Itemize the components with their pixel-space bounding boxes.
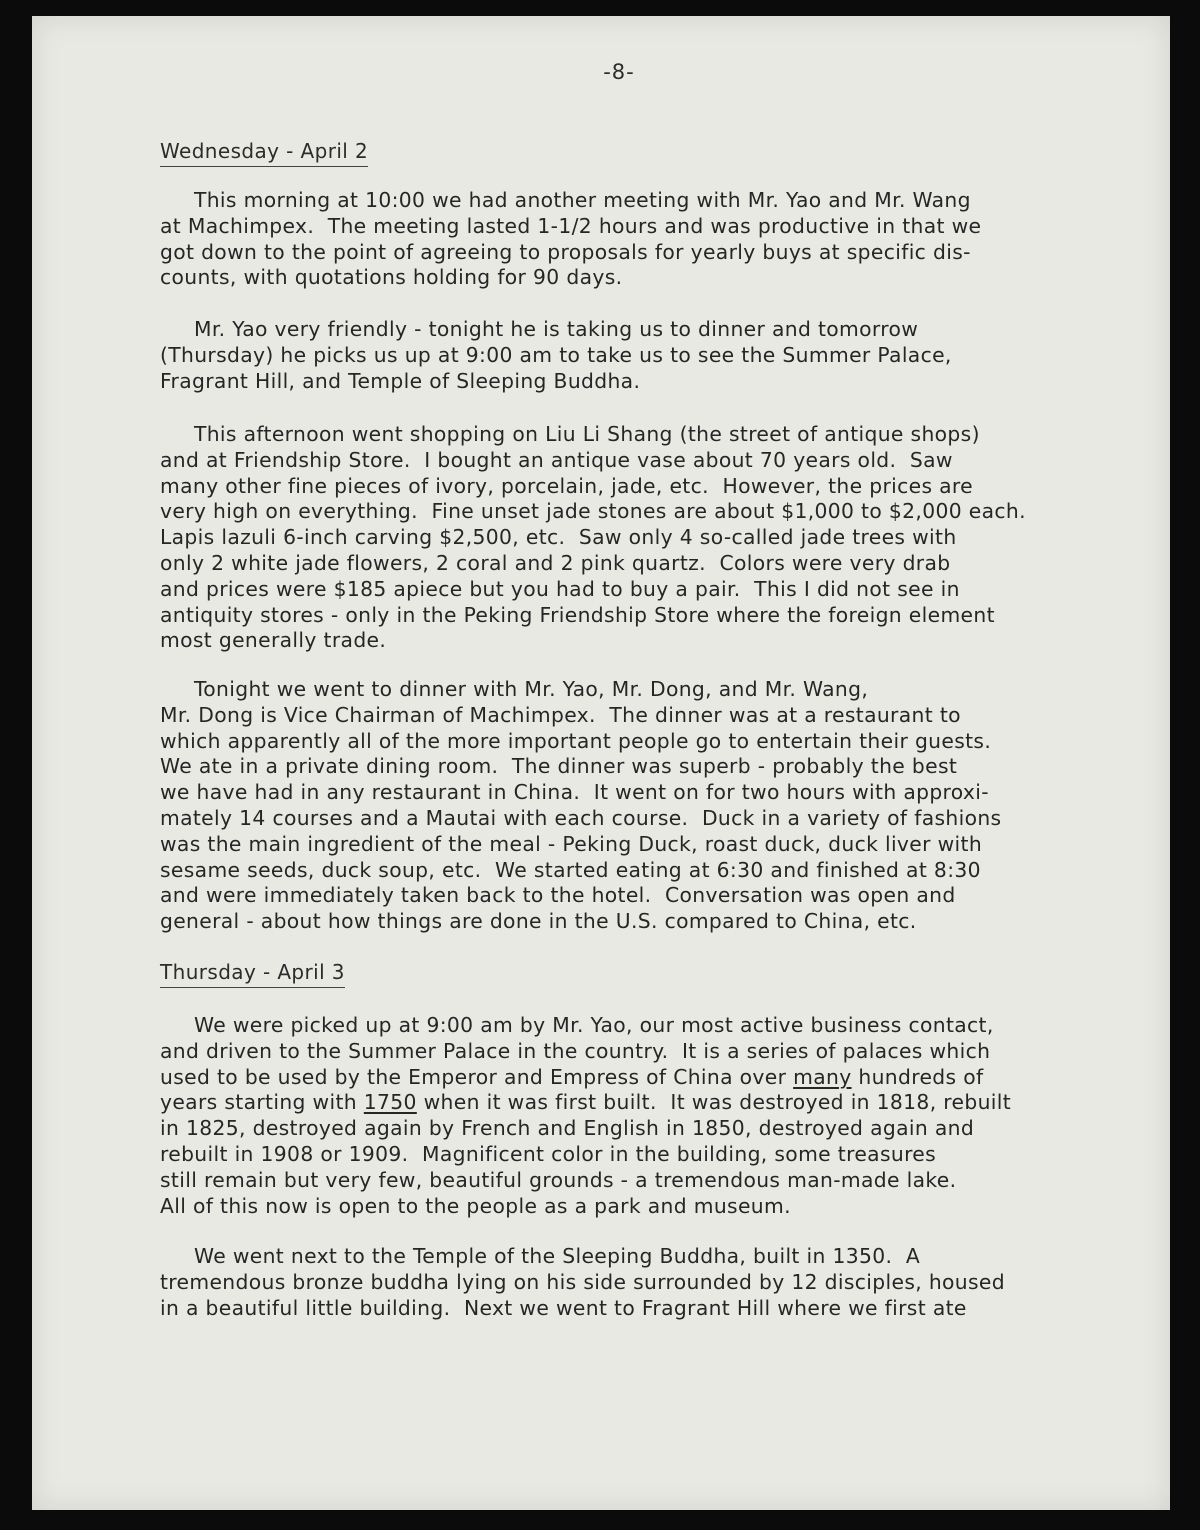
text-line: counts, with quotations holding for 90 days.	[160, 265, 623, 290]
text-line: used to be used by the Emperor and Empress of China over many hundreds of	[160, 1064, 984, 1089]
paragraph	[160, 422, 1026, 654]
text-line: rebuilt in 1908 or 1909. Magnificent color in the building, some treasures	[160, 1141, 937, 1166]
text-line: got down to the point of agreeing to proposals for yearly buys at specific dis-	[160, 239, 971, 264]
paragraph	[160, 188, 981, 291]
text-line: in a beautiful little building. Next we went to Fragrant Hill where we first ate	[160, 1295, 967, 1320]
text-line: we have had in any restaurant in China. It went on for two hours with approxi-	[160, 780, 989, 805]
section-heading-thursday: Thursday - April 3	[160, 960, 345, 988]
text-line: Mr. Yao very friendly - tonight he is taking us to dinner and tomorrow	[160, 317, 919, 341]
text-line: All of this now is open to the people as a park and museum.	[160, 1193, 791, 1218]
text-line: still remain but very few, beautiful grounds - a tremendous man-made lake.	[160, 1167, 957, 1192]
text-line: at Machimpex. The meeting lasted 1-1/2 hours and was productive in that we	[160, 213, 982, 238]
text-line: and driven to the Summer Palace in the country. It is a series of palaces which	[160, 1038, 991, 1063]
text-line: Fragrant Hill, and Temple of Sleeping Buddha.	[160, 368, 641, 393]
text-line: We went next to the Temple of the Sleeping Buddha, built in 1350. A	[160, 1244, 921, 1268]
text-line: only 2 white jade flowers, 2 coral and 2 pink quartz. Colors were very drab	[160, 550, 951, 575]
text-line: tremendous bronze buddha lying on his side surrounded by 12 disciples, housed	[160, 1269, 1005, 1294]
text-line: and at Friendship Store. I bought an antique vase about 70 years old. Saw	[160, 447, 953, 472]
text-line: Tonight we went to dinner with Mr. Yao, Mr. Dong, and Mr. Wang,	[160, 677, 869, 701]
section-heading-wednesday: Wednesday - April 2	[160, 139, 368, 167]
text-line: We were picked up at 9:00 am by Mr. Yao, our most active business contact,	[160, 1013, 994, 1037]
text-line: very high on everything. Fine unset jade stones are about $1,000 to $2,000 each.	[160, 499, 1026, 524]
text-line: in 1825, destroyed again by French and English in 1850, destroyed again and	[160, 1116, 975, 1141]
paragraph	[160, 677, 1001, 935]
underlined-word: 1750	[363, 1090, 417, 1115]
text-line: mately 14 courses and a Mautai with each course. Duck in a variety of fashions	[160, 805, 1002, 830]
text-line: This morning at 10:00 we had another meeting with Mr. Yao and Mr. Wang	[160, 188, 971, 212]
text-line: which apparently all of the more important people go to entertain their guests.	[160, 728, 992, 753]
paragraph	[160, 1244, 1005, 1321]
text-line: many other fine pieces of ivory, porcelain, jade, etc. However, the prices are	[160, 473, 974, 498]
text-line: and prices were $185 apiece but you had to buy a pair. This I did not see in	[160, 576, 960, 601]
text-line: was the main ingredient of the meal - Peking Duck, roast duck, duck liver with	[160, 831, 983, 856]
text-line: We ate in a private dining room. The dinner was superb - probably the best	[160, 754, 958, 779]
text-line: Lapis lazuli 6-inch carving $2,500, etc. Saw only 4 so-called jade trees with	[160, 525, 957, 550]
underlined-word: many	[793, 1064, 852, 1089]
text-line: and were immediately taken back to the hotel. Conversation was open and	[160, 883, 956, 908]
text-line: sesame seeds, duck soup, etc. We started eating at 6:30 and finished at 8:30	[160, 857, 981, 882]
paragraph	[160, 1013, 1011, 1219]
text-line: Mr. Dong is Vice Chairman of Machimpex. The dinner was at a restaurant to	[160, 702, 961, 727]
page-number: -8-	[603, 60, 635, 84]
text-line: years starting with 1750 when it was first built. It was destroyed in 1818, rebuilt	[160, 1090, 1012, 1115]
text-line: general - about how things are done in the U.S. compared to China, etc.	[160, 909, 917, 934]
text-line: This afternoon went shopping on Liu Li Shang (the street of antique shops)	[160, 422, 980, 446]
paragraph	[160, 317, 952, 394]
text-line: (Thursday) he picks us up at 9:00 am to take us to see the Summer Palace,	[160, 342, 952, 367]
text-line: antiquity stores - only in the Peking Friendship Store where the foreign element	[160, 602, 995, 627]
text-line: most generally trade.	[160, 628, 387, 653]
